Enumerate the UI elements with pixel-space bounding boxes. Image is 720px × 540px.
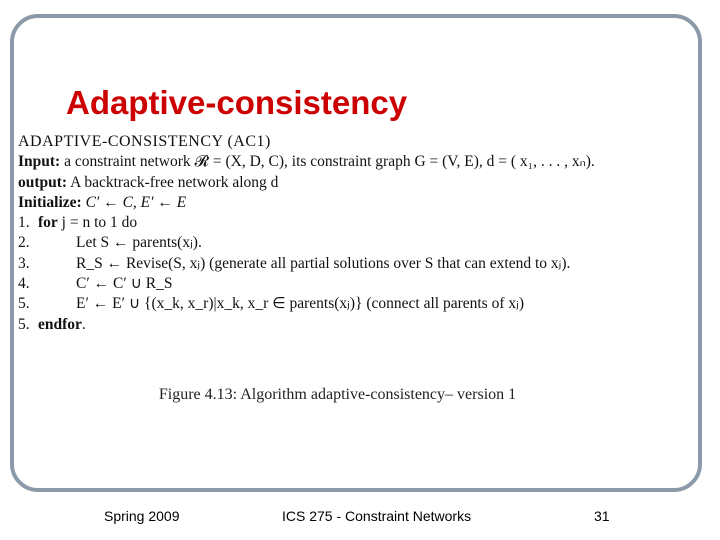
algorithm-step <box>18 254 708 274</box>
step-number: 1. <box>18 214 30 232</box>
output-label: output: <box>18 173 68 191</box>
step-number: 5. <box>18 315 30 333</box>
step-text: C′ ← C′ ∪ R_S <box>76 275 173 293</box>
step-text: E′ ← E′ ∪ {(x_k, x_r)|x_k, x_r ∈ parents(xⱼ)} (connect all parents of xⱼ) <box>76 295 525 313</box>
algorithm-step <box>18 315 708 335</box>
algorithm-block <box>18 132 708 335</box>
algorithm-steps <box>18 213 708 335</box>
step-number: 4. <box>18 275 30 293</box>
algorithm-step <box>18 274 708 294</box>
step-keyword: for <box>38 214 58 232</box>
algorithm-output-line <box>18 173 708 193</box>
footer-date: Spring 2009 <box>104 508 180 524</box>
algorithm-step <box>18 213 708 233</box>
footer-page-number: 31 <box>594 508 610 524</box>
output-text: A backtrack-free network along d <box>70 173 279 191</box>
step-keyword: endfor <box>38 315 82 333</box>
algorithm-header: ADAPTIVE-CONSISTENCY (AC1) <box>18 133 271 150</box>
step-number: 3. <box>18 254 30 272</box>
step-text: j = n to 1 do <box>57 214 138 232</box>
input-text: a constraint network 𝓡 = (X, D, C), its constraint graph G = (V, E), d = ( x₁, . . . , xₙ). <box>64 153 595 171</box>
init-label: Initialize: <box>18 193 82 211</box>
step-text: . <box>81 315 86 333</box>
algorithm-step <box>18 233 708 253</box>
algorithm-input-line <box>18 152 708 172</box>
step-text: Let S ← parents(xⱼ). <box>76 234 202 252</box>
step-text: R_S ← Revise(S, xⱼ) (generate all partial solutions over S that can extend to xⱼ). <box>76 254 571 272</box>
step-number: 2. <box>18 234 30 252</box>
input-label: Input: <box>18 153 61 171</box>
algorithm-init-line <box>18 193 708 213</box>
step-number: 5. <box>18 295 30 313</box>
init-text: C′ ← C, E′ ← E <box>85 193 187 211</box>
footer-course: ICS 275 - Constraint Networks <box>282 508 472 524</box>
slide-title: Adaptive-consistency <box>66 84 408 121</box>
figure-caption: Figure 4.13: Algorithm adaptive-consistency– version 1 <box>158 386 517 403</box>
algorithm-step <box>18 294 708 314</box>
